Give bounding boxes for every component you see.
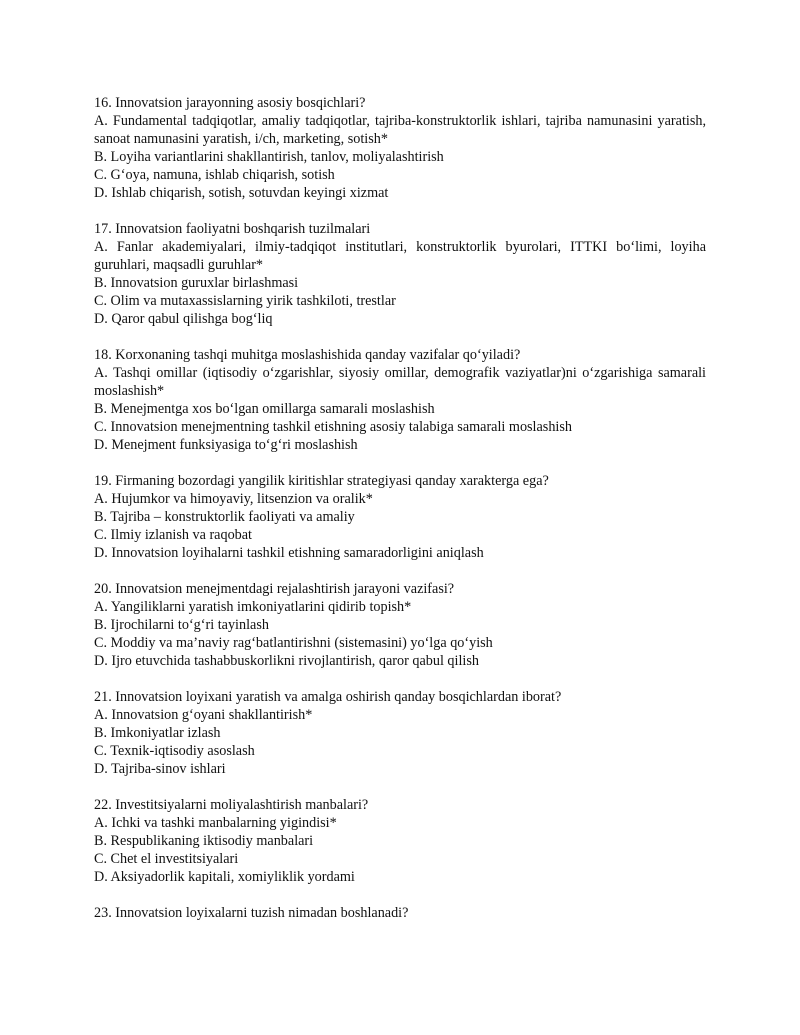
answer-option-b: B. Imkoniyatlar izlash (94, 725, 221, 741)
answer-option-c: C. Moddiy va ma’naviy rag‘batlantirishni (sistemasini) yo‘lga qo‘yish (94, 635, 493, 651)
question-22 (94, 796, 706, 886)
answer-option-d: D. Ishlab chiqarish, sotish, sotuvdan keyingi xizmat (94, 185, 389, 201)
question-17 (94, 220, 706, 328)
answer-option-b: B. Respublikaning iktisodiy manbalari (94, 833, 314, 849)
answer-option-a: A. Tashqi omillar (iqtisodiy o‘zgarishlar, siyosiy omillar, demografik vaziyatlar)ni o‘zgarishiga samarali moslashish* (94, 365, 706, 399)
question-text: 17. Innovatsion faoliyatni boshqarish tuzilmalari (94, 221, 371, 237)
answer-option-a: A. Hujumkor va himoyaviy, litsenzion va oralik* (94, 491, 373, 507)
question-text: 23. Innovatsion loyixalarni tuzish nimadan boshlanadi? (94, 905, 409, 921)
answer-option-a: A. Innovatsion g‘oyani shakllantirish* (94, 707, 313, 723)
answer-option-d: D. Aksiyadorlik kapitali, xomiyliklik yordami (94, 869, 355, 885)
question-16 (94, 94, 706, 202)
answer-option-a: A. Yangiliklarni yaratish imkoniyatlarini qidirib topish* (94, 599, 412, 615)
question-20 (94, 580, 706, 670)
question-21 (94, 688, 706, 778)
question-18 (94, 346, 706, 454)
answer-option-b: B. Tajriba – konstruktorlik faoliyati va amaliy (94, 509, 355, 525)
answer-option-b: B. Loyiha variantlarini shakllantirish, tanlov, moliyalashtirish (94, 149, 444, 165)
answer-option-c: C. Innovatsion menejmentning tashkil etishning asosiy talabiga samarali moslashish (94, 419, 572, 435)
answer-option-a: A. Fanlar akademiyalari, ilmiy-tadqiqot institutlari, konstruktorlik byurolari, ITTKI bo‘limi, loyiha guruhlari, maqsadli guruhlar* (94, 239, 706, 273)
question-text: 18. Korxonaning tashqi muhitga moslashishida qanday vazifalar qo‘yiladi? (94, 347, 521, 363)
answer-option-d: D. Ijro etuvchida tashabbuskorlikni rivojlantirish, qaror qabul qilish (94, 653, 479, 669)
answer-option-d: D. Qaror qabul qilishga bog‘liq (94, 311, 273, 327)
answer-option-d: D. Tajriba-sinov ishlari (94, 761, 226, 777)
answer-option-c: C. Texnik-iqtisodiy asoslash (94, 743, 255, 759)
answer-option-c: C. Chet el investitsiyalari (94, 851, 239, 867)
answer-option-b: B. Menejmentga xos bo‘lgan omillarga samarali moslashish (94, 401, 435, 417)
answer-option-c: C. Ilmiy izlanish va raqobat (94, 527, 252, 543)
answer-option-a: A. Fundamental tadqiqotlar, amaliy tadqiqotlar, tajriba-konstruktorlik ishlari, tajriba namunasini yaratish, sanoat namunasini yaratish, i/ch, marketing, sotish* (94, 113, 706, 147)
answer-option-c: C. Olim va mutaxassislarning yirik tashkiloti, trestlar (94, 293, 396, 309)
question-23 (94, 904, 706, 922)
question-text: 20. Innovatsion menejmentdagi rejalashtirish jarayoni vazifasi? (94, 581, 455, 597)
answer-option-b: B. Innovatsion guruxlar birlashmasi (94, 275, 299, 291)
answer-option-b: B. Ijrochilarni to‘g‘ri tayinlash (94, 617, 269, 633)
question-text: 19. Firmaning bozordagi yangilik kiritishlar strategiyasi qanday xarakterga ega? (94, 473, 549, 489)
answer-option-c: C. G‘oya, namuna, ishlab chiqarish, sotish (94, 167, 335, 183)
answer-option-a: A. Ichki va tashki manbalarning yigindisi* (94, 815, 337, 831)
answer-option-d: D. Innovatsion loyihalarni tashkil etishning samaradorligini aniqlash (94, 545, 484, 561)
question-list (94, 94, 706, 940)
question-19 (94, 472, 706, 562)
question-text: 21. Innovatsion loyixani yaratish va amalga oshirish qanday bosqichlardan iborat? (94, 689, 562, 705)
answer-option-d: D. Menejment funksiyasiga to‘g‘ri moslashish (94, 437, 358, 453)
question-text: 16. Innovatsion jarayonning asosiy bosqichlari? (94, 95, 366, 111)
question-text: 22. Investitsiyalarni moliyalashtirish manbalari? (94, 797, 369, 813)
